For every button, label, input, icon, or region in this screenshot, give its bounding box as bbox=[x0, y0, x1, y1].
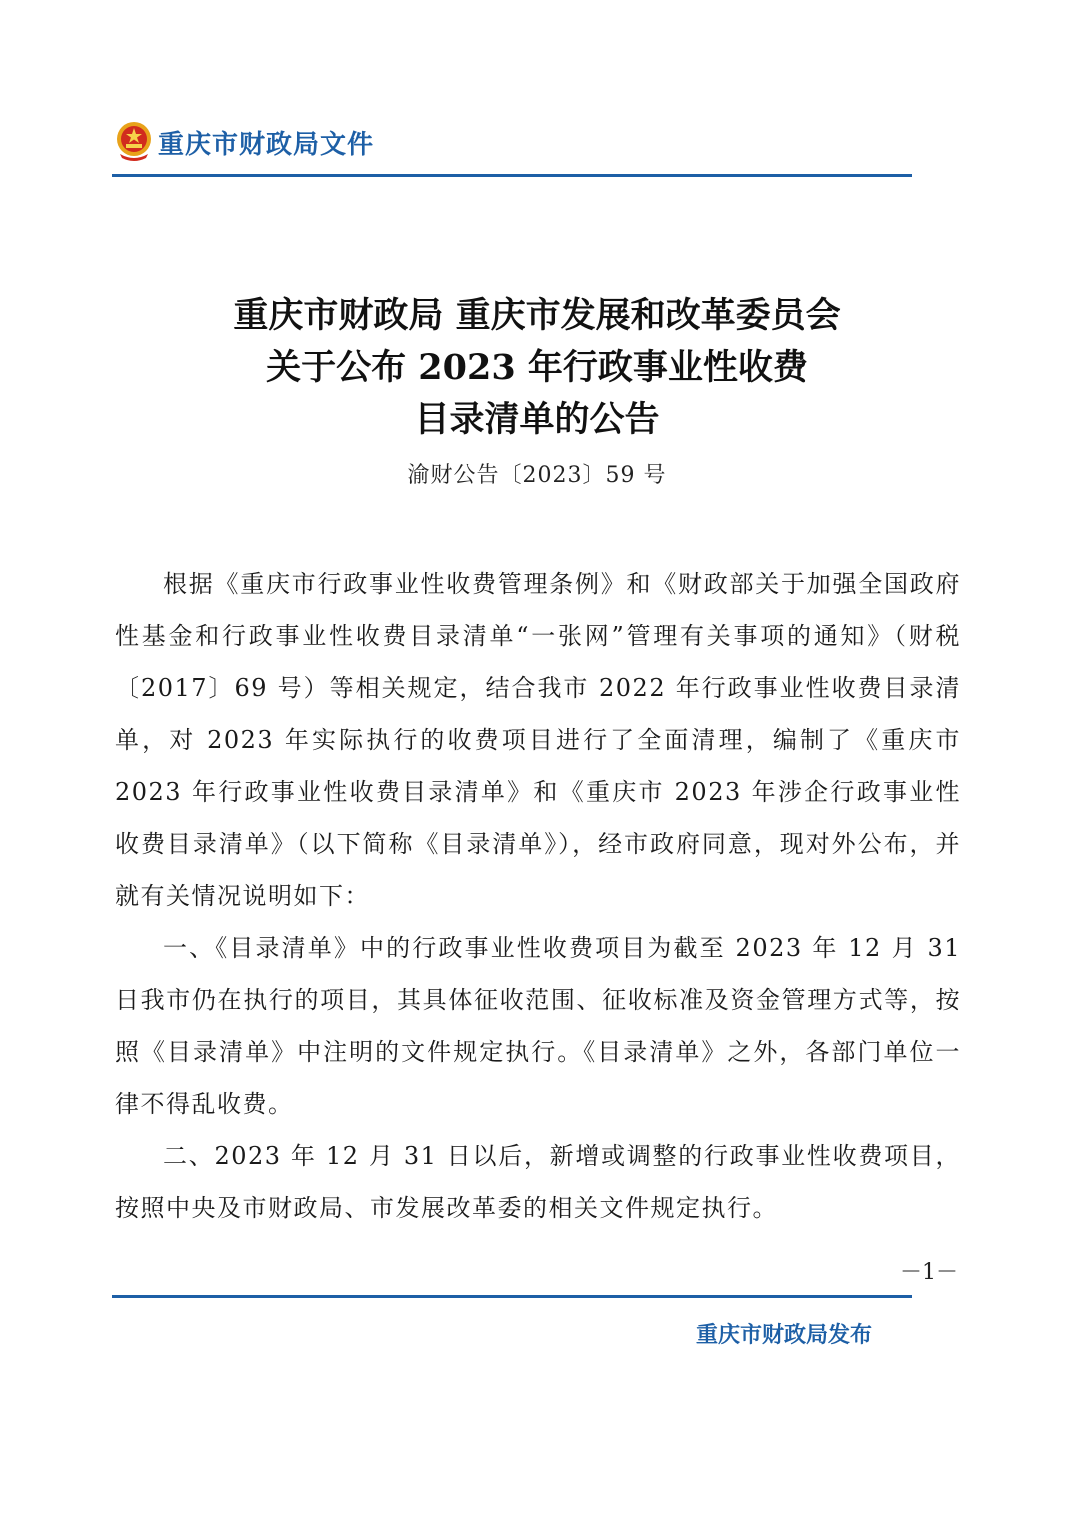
national-emblem-icon bbox=[114, 120, 154, 162]
announcement-title bbox=[0, 290, 1074, 446]
publisher-label: 重庆市财政局发布 bbox=[696, 1323, 873, 1348]
page-number: －1－ bbox=[900, 1260, 958, 1285]
document-header bbox=[112, 118, 912, 178]
header-title: 重庆市财政局文件 bbox=[158, 130, 375, 160]
title-line-1: 重庆市财政局 重庆市发展和改革委员会 bbox=[233, 295, 841, 336]
announcement-body bbox=[115, 558, 961, 1234]
header-divider bbox=[112, 174, 912, 177]
body-paragraph-2: 二、2023 年 12 月 31 日以后，新增或调整的行政事业性收费项目，按照中央及市财政局、市发展改革委的相关文件规定执行。 bbox=[115, 1142, 961, 1222]
title-line-2: 关于公布 2023 年行政事业性收费 bbox=[266, 347, 808, 388]
footer-divider bbox=[112, 1295, 912, 1298]
title-line-3: 目录清单的公告 bbox=[414, 399, 660, 440]
body-paragraph-intro: 根据《重庆市行政事业性收费管理条例》和《财政部关于加强全国政府性基金和行政事业性收费目录清单“一张网”管理有关事项的通知》（财税〔2017〕69 号）等相关规定，结合我市 2022 年行政事业性收费目录清单，对 2023 年实际执行的收费项目进行了全面清理，编制了《重庆市 2023 年行政事业性收费目录清单》和《重庆市 2023 年涉企行政事业性收费目录清单》（以下简称《目录清单》），经市政府同意，现对外公布，并就有关情况说明如下： bbox=[115, 570, 961, 910]
body-paragraph-1: 一、《目录清单》中的行政事业性收费项目为截至 2023 年 12 月 31 日我市仍在执行的项目，其具体征收范围、征收标准及资金管理方式等，按照《目录清单》中注明的文件规定执行。《目录清单》之外，各部门单位一律不得乱收费。 bbox=[115, 934, 961, 1118]
document-number: 渝财公告〔2023〕59 号 bbox=[407, 463, 667, 488]
